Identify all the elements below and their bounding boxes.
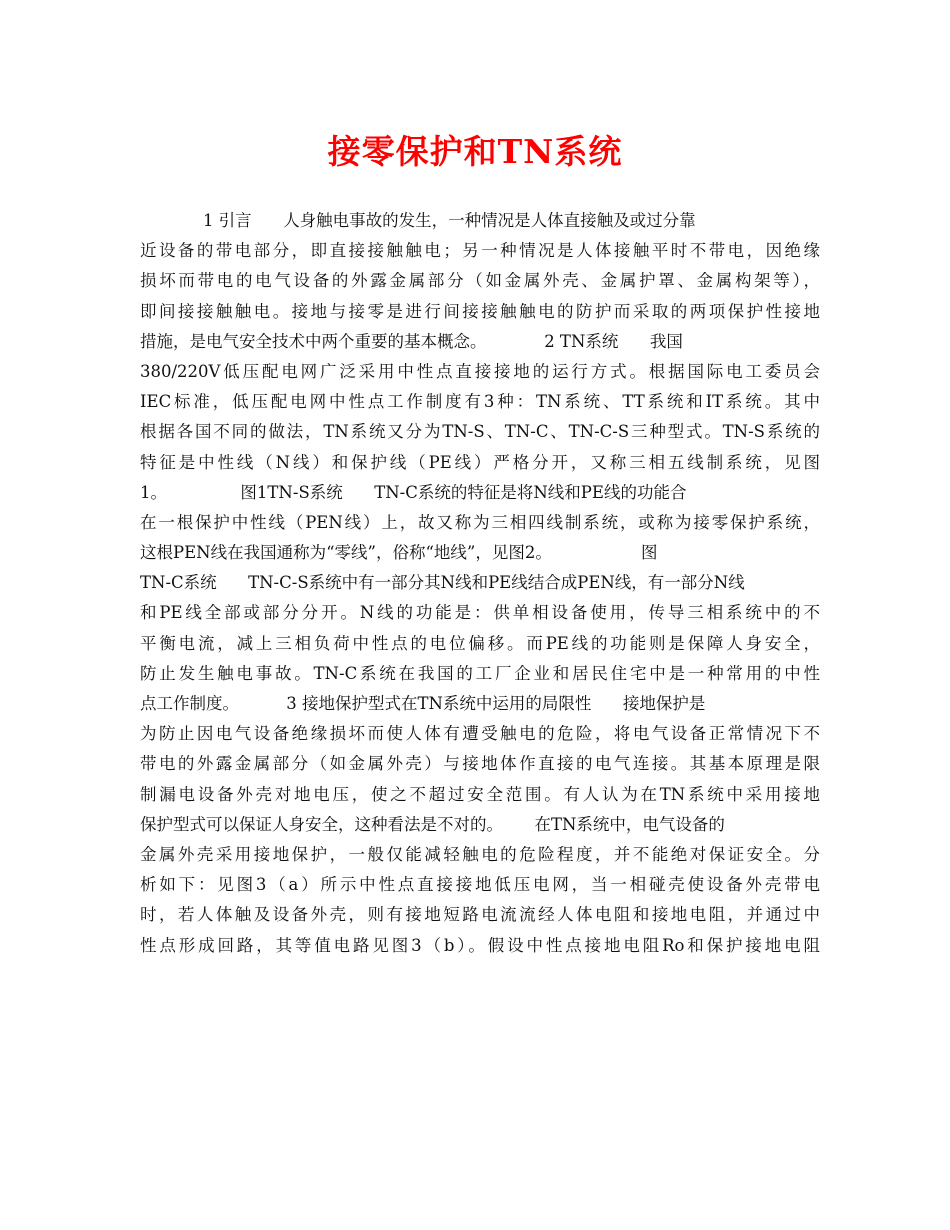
- text-line: 保护型式可以保证人身安全，这种看法是不对的。 在TN系统中，电气设备的: [140, 814, 725, 834]
- text-line: 为防止因电气设备绝缘损坏而使人体有遭受触电的危险，将电气设备正常情况下不: [140, 724, 820, 744]
- text-line: 这根PEN线在我国通称为“零线”，俗称“地线”，见图2。 图: [140, 543, 658, 563]
- text-line: 特征是中性线（N线）和保护线（PE线）严格分开，又称三相五线制系统，见图: [140, 452, 820, 472]
- text-line: 根据各国不同的做法，TN系统又分为TN-S、TN-C、TN-C-S三种型式。TN-S系统的: [140, 422, 820, 442]
- text-line: 制漏电设备外壳对地电压，使之不超过安全范围。有人认为在TN系统中采用接地: [140, 784, 820, 804]
- text-line: 和PE线全部或部分分开。N线的功能是：供单相设备使用，传导三相系统中的不: [140, 603, 820, 623]
- text-line: 在一根保护中性线（PEN线）上，故又称为三相四线制系统，或称为接零保护系统，: [140, 512, 820, 532]
- text-line: 近设备的带电部分，即直接接触触电；另一种情况是人体接触平时不带电，因绝缘: [140, 241, 820, 261]
- text-line: 平衡电流，减上三相负荷中性点的电位偏移。而PE线的功能则是保障人身安全，: [140, 633, 820, 653]
- text-line: 性点形成回路，其等值电路见图3（b）。假设中性点接地电阻Ro和保护接地电阻: [140, 935, 820, 955]
- text-line: 措施，是电气安全技术中两个重要的基本概念。 2 TN系统 我国: [140, 331, 683, 351]
- text-line: 380/220V低压配电网广泛采用中性点直接接地的运行方式。根据国际电工委员会: [140, 361, 820, 381]
- text-line: 点工作制度。 3 接地保护型式在TN系统中运用的局限性 接地保护是: [140, 694, 706, 713]
- text-line: 1 引言 人身触电事故的发生，一种情况是人体直接触及或过分靠: [140, 211, 696, 230]
- text-line: 防止发生触电事故。TN-C系统在我国的工厂企业和居民住宅中是一种常用的中性: [140, 663, 820, 683]
- text-line: 时，若人体触及设备外壳，则有接地短路电流流经人体电阻和接地电阻，并通过中: [140, 905, 820, 925]
- text-line: 金属外壳采用接地保护，一般仅能减轻触电的危险程度，并不能绝对保证安全。分: [140, 844, 820, 864]
- text-line: 1。 图1TN-S系统 TN-C系统的特征是将N线和PE线的功能合: [140, 482, 687, 502]
- text-line: TN-C系统 TN-C-S系统中有一部分其N线和PE线结合成PEN线，有一部分N线: [140, 573, 745, 593]
- text-line: 即间接接触触电。接地与接零是进行间接接触触电的防护而采取的两项保护性接地: [140, 301, 820, 321]
- document-body: [140, 206, 820, 961]
- text-line: 带电的外露金属部分（如金属外壳）与接地体作直接的电气连接。其基本原理是限: [140, 754, 820, 774]
- document-title: 接零保护和TN系统: [327, 132, 623, 171]
- text-line: IEC标准，低压配电网中性点工作制度有3种：TN系统、TT系统和IT系统。其中: [140, 392, 820, 412]
- text-line: 损坏而带电的电气设备的外露金属部分（如金属外壳、金属护罩、金属构架等），: [140, 271, 820, 291]
- text-line: 析如下：见图3（a）所示中性点直接接地低压电网，当一相碰壳使设备外壳带电: [140, 875, 820, 895]
